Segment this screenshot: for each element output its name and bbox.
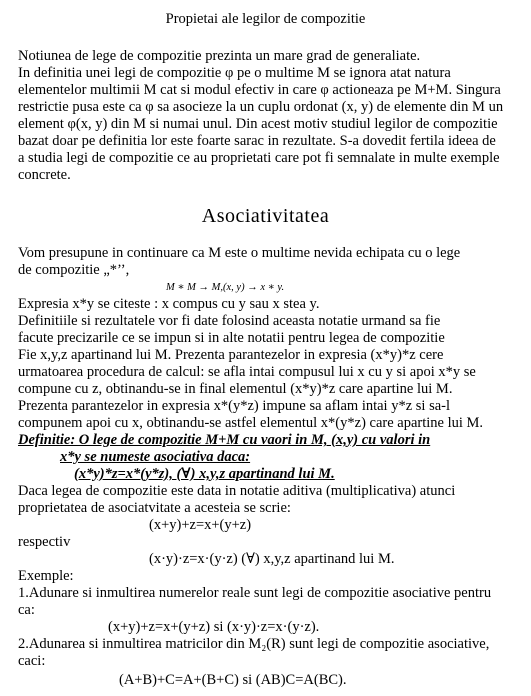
text-line: compunem apoi cu x, obtinandu-se astfel elementul x*(y*z) care apartine lui M. — [18, 415, 484, 431]
text-line: bazat doar pe definitia lor este foarte sarac in rezultate. S-a dovedit fertila ideea de — [18, 133, 496, 149]
text-line: concrete. — [18, 167, 71, 183]
formula: (A+B)+C=A+(B+C) si (AB)C=A(BC). — [119, 672, 347, 688]
formula: (x+y)+z=x+(y+z) si (x·y)·z=x·(y·z). — [108, 619, 320, 635]
text-line: In definitia unei legi de compozitie φ pe o multime M se ignora atat natura — [18, 65, 451, 81]
text-line: facute precizarile ce se impun si in alte notatii pentru legea de compozitie — [18, 330, 445, 346]
text-line: de compozitie „*’’, — [18, 262, 130, 278]
text-line: element φ(x, y) din M si numai unul. Din acest motiv studiul legilor de compozitie — [18, 116, 498, 132]
examples-label: Exemple: — [18, 568, 74, 584]
text-line: Vom presupune in continuare ca M este o multime nevida echipata cu o lege — [18, 245, 461, 261]
definition-line: x*y se numeste asociativa daca: — [60, 449, 251, 465]
text-line: caci: — [18, 653, 46, 669]
text-line: Expresia x*y se citeste : x compus cu y sau x stea y. — [18, 296, 320, 312]
section-heading: Asociativitatea — [201, 205, 330, 227]
text-line: proprietatea de asociatvitate a acesteia se scrie: — [18, 500, 291, 516]
text-line: restrictie pusa este ca φ sa asocieze la un cuplu ordonat (x, y) de elemente din M un — [18, 99, 504, 115]
formula: M ∗ M → M,(x, y) → x ∗ y. — [166, 282, 285, 293]
definition-line: Definitie: O lege de compozitie M+M cu vaori in M, (x,y) cu valori in — [18, 432, 431, 448]
formula: (x+y)+z=x+(y+z) — [149, 517, 252, 533]
text-line: Notiunea de lege de compozitie prezinta un mare grad de generaliate. — [18, 48, 421, 64]
text-line: 2.Adunarea si inmultirea matricilor din M₂(R) sunt legi de compozitie asociative, — [18, 636, 490, 652]
formula: (x·y)·z=x·(y·z) (∀) x,y,z apartinand lui M. — [149, 551, 395, 567]
page-title: Propietai ale legilor de compozitie — [165, 11, 366, 27]
text-line: urmatoarea procedura de calcul: se afla intai compusul lui x cu y si apoi x*y se — [18, 364, 476, 380]
text-line: elementelor multimii M cat si modul efectiv in care φ actioneaza pe M+M. Singura — [18, 82, 501, 98]
text-line: 1.Adunare si inmultirea numerelor reale sunt legi de compozitie asociative pentru — [18, 585, 492, 601]
text-line: Daca legea de compozitie este data in notatie aditiva (multiplicativa) atunci — [18, 483, 456, 499]
text-line: a studia legi de compozitie ce au proprietati care pot fi semnalate in multe exemple — [18, 150, 500, 166]
text-line: respectiv — [18, 534, 71, 550]
text-line: Definitiile si rezultatele vor fi date folosind aceasta notatie urmand sa fie — [18, 313, 441, 329]
text-line: compune cu z, obtinandu-se in final elementul (x*y)*z care apartine lui M. — [18, 381, 453, 397]
text-line: Prezenta parantezelor in expresia x*(y*z) impune sa aflam intai y*z si sa-l — [18, 398, 451, 414]
text-line: ca: — [18, 602, 35, 618]
definition-line: (x*y)*z=x*(y*z), (∀) x,y,z apartinand lui M. — [74, 466, 335, 482]
text-line: Fie x,y,z apartinand lui M. Prezenta parantezelor in expresia (x*y)*z cere — [18, 347, 444, 363]
